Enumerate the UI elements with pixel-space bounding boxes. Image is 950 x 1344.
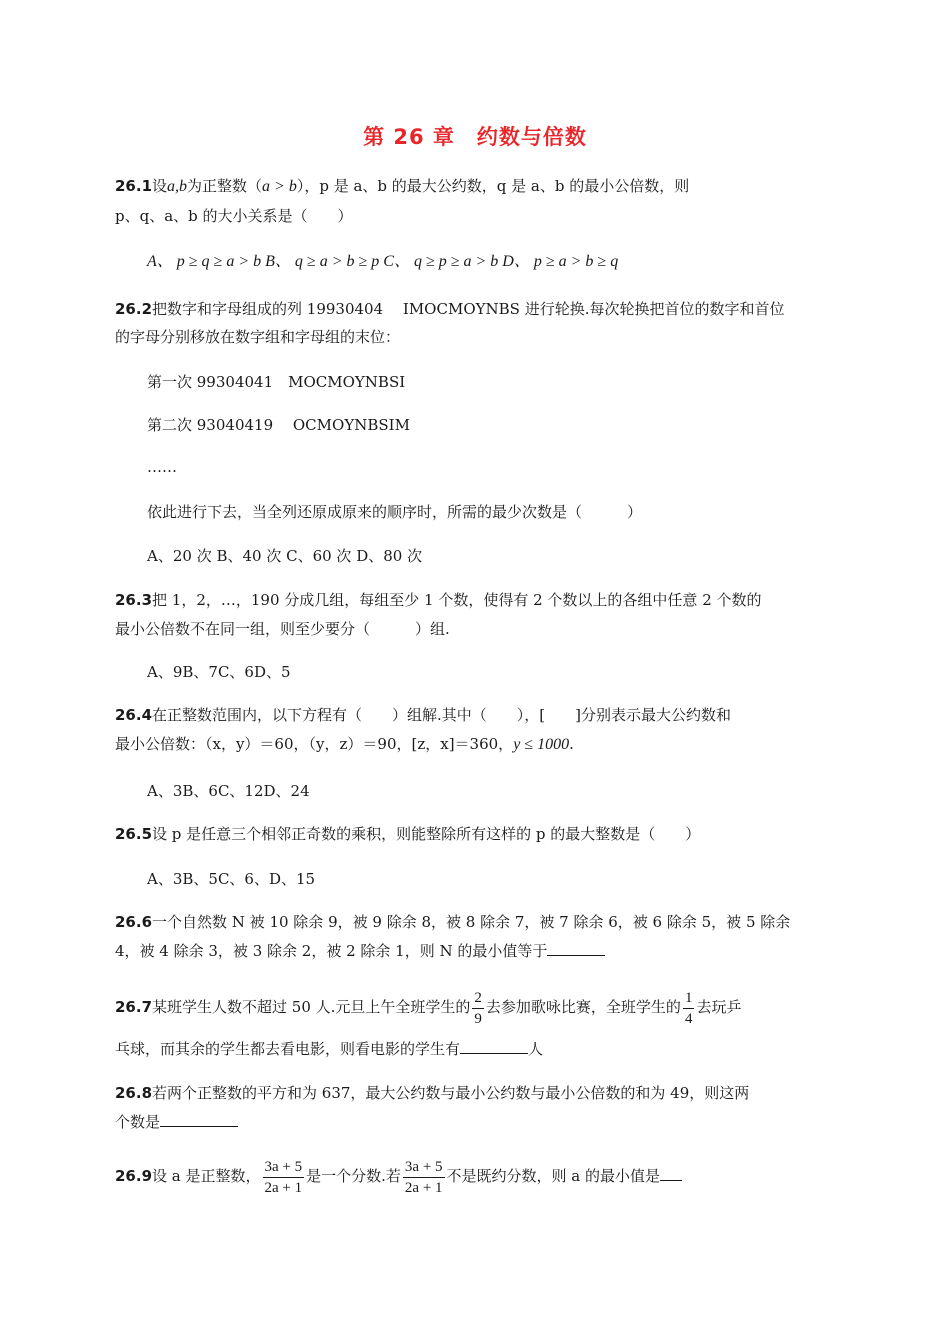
q6-text: 一个自然数 N 被 10 除余 9，被 9 除余 8，被 8 除余 7，被 7 除余 6，被 6 除余 5，被 5 除余 <box>152 913 791 931</box>
q4-number: 26.4 <box>115 706 153 724</box>
q5-options: A、3B、5C、6、D、15 <box>147 870 316 888</box>
q1-options: A、 p ≥ q ≥ a > b B、 q ≥ a > b ≥ p C、 q ≥ p ≥ a > b D、 p ≥ a > b ≥ q <box>147 253 619 270</box>
q2-line2: 的字母分别移放在数字组和字母组的末位： <box>115 328 401 346</box>
q9-text: 设 a 是正整数， <box>152 1167 261 1185</box>
q8-line2 <box>115 1112 238 1132</box>
denominator: 2a + 1 <box>404 1179 443 1196</box>
answer-blank <box>547 941 605 956</box>
fraction <box>683 988 695 1029</box>
answer-blank <box>160 1112 238 1127</box>
q1-math-cond: a > b <box>262 178 297 195</box>
q3-line2: 最小公倍数不在同一组，则至少要分（ ）组. <box>115 620 450 638</box>
q8-text: 若两个正整数的平方和为 637，最大公约数与最小公约数与最小公倍数的和为 49，则这两 <box>152 1084 750 1102</box>
q7-text: 乓球，而其余的学生都去看电影，则看电影的学生有 <box>115 1040 461 1058</box>
q7-text: 某班学生人数不超过 50 人.元旦上午全班学生的 <box>152 998 471 1016</box>
q7-number: 26.7 <box>115 998 153 1016</box>
q1-text: 设 <box>152 177 168 195</box>
q4-text: 最小公倍数：（x，y）＝60，（y，z）＝90，[z，x]＝360， <box>115 735 514 753</box>
q2-step2: 第二次 93040419 OCMOYNBSIM <box>147 416 410 434</box>
q5-number: 26.5 <box>115 825 153 843</box>
numerator: 1 <box>683 988 695 1009</box>
q1-math-ab: a,b <box>167 178 188 195</box>
q5-text: 设 p 是任意三个相邻正奇数的乘积，则能整除所有这样的 p 的最大整数是（ ） <box>152 825 701 843</box>
q4-options: A、3B、6C、12D、24 <box>147 782 310 800</box>
q3-number: 26.3 <box>115 591 153 609</box>
q6-line1 <box>115 912 790 932</box>
q2-options: A、20 次 B、40 次 C、60 次 D、80 次 <box>147 547 423 565</box>
q6-number: 26.6 <box>115 913 153 931</box>
q3-line1 <box>115 590 762 610</box>
q8-text: 个数是 <box>115 1113 161 1131</box>
q7-line2 <box>115 1039 543 1059</box>
q2-dots: …… <box>147 458 177 476</box>
q1-text: ），p 是 a、b 的最大公约数，q 是 a、b 的最小公倍数，则 <box>296 177 690 195</box>
q4-text: . <box>569 735 574 753</box>
q3-text: 把 1，2，…，190 分成几组，每组至少 1 个数，使得有 2 个数以上的各组中任意 2 个数的 <box>152 591 762 609</box>
q4-math: y ≤ 1000 <box>513 736 570 753</box>
q2-line1 <box>115 299 784 319</box>
q4-text: 在正整数范围内，以下方程有（ ）组解.其中（ ），[ ]分别表示最大公约数和 <box>152 706 731 724</box>
q2-number: 26.2 <box>115 300 153 318</box>
denominator: 2a + 1 <box>264 1179 303 1196</box>
q9-number: 26.9 <box>115 1167 153 1185</box>
q4-line1 <box>115 705 731 725</box>
q9-text: 不是既约分数，则 a 的最小值是 <box>446 1167 661 1185</box>
numerator: 2 <box>472 988 484 1009</box>
fraction <box>472 988 484 1029</box>
q4-line2 <box>115 734 574 755</box>
q9-text: 是一个分数.若 <box>306 1167 401 1185</box>
numerator: 3a + 5 <box>263 1157 305 1178</box>
q5-line1 <box>115 824 700 844</box>
q1-line1 <box>115 176 689 197</box>
q8-line1 <box>115 1083 749 1103</box>
q2-line3: 依此进行下去，当全列还原成原来的顺序时，所需的最少次数是（ ） <box>147 503 643 521</box>
q7-line1 <box>115 987 741 1029</box>
q1-number: 26.1 <box>115 177 153 195</box>
q1-line2: p、q、a、b 的大小关系是（ ） <box>115 207 353 225</box>
q6-text: 4，被 4 除余 3，被 3 除余 2，被 2 除余 1，则 N 的最小值等于 <box>115 942 548 960</box>
q6-line2 <box>115 941 605 961</box>
q2-step1: 第一次 99304041 MOCMOYNBSI <box>147 373 406 391</box>
denominator: 4 <box>684 1010 693 1027</box>
q2-text: 把数字和字母组成的列 19930404 IMOCMOYNBS 进行轮换.每次轮换把首位的数字和首位 <box>152 300 785 318</box>
fraction <box>403 1157 445 1198</box>
q9-line1 <box>115 1156 682 1198</box>
q7-text: 去参加歌咏比赛，全班学生的 <box>485 998 681 1016</box>
denominator: 9 <box>474 1010 482 1027</box>
q7-unit: 人 <box>528 1040 544 1058</box>
q3-options: A、9B、7C、6D、5 <box>147 663 291 681</box>
q1-text: 为正整数（ <box>187 177 263 195</box>
q8-number: 26.8 <box>115 1084 153 1102</box>
numerator: 3a + 5 <box>403 1157 445 1178</box>
fraction <box>263 1157 305 1198</box>
answer-blank <box>660 1166 682 1181</box>
q7-text: 去玩乒 <box>696 998 742 1016</box>
page-title: 第 26 章 约数与倍数 <box>363 125 587 149</box>
answer-blank <box>460 1039 528 1054</box>
